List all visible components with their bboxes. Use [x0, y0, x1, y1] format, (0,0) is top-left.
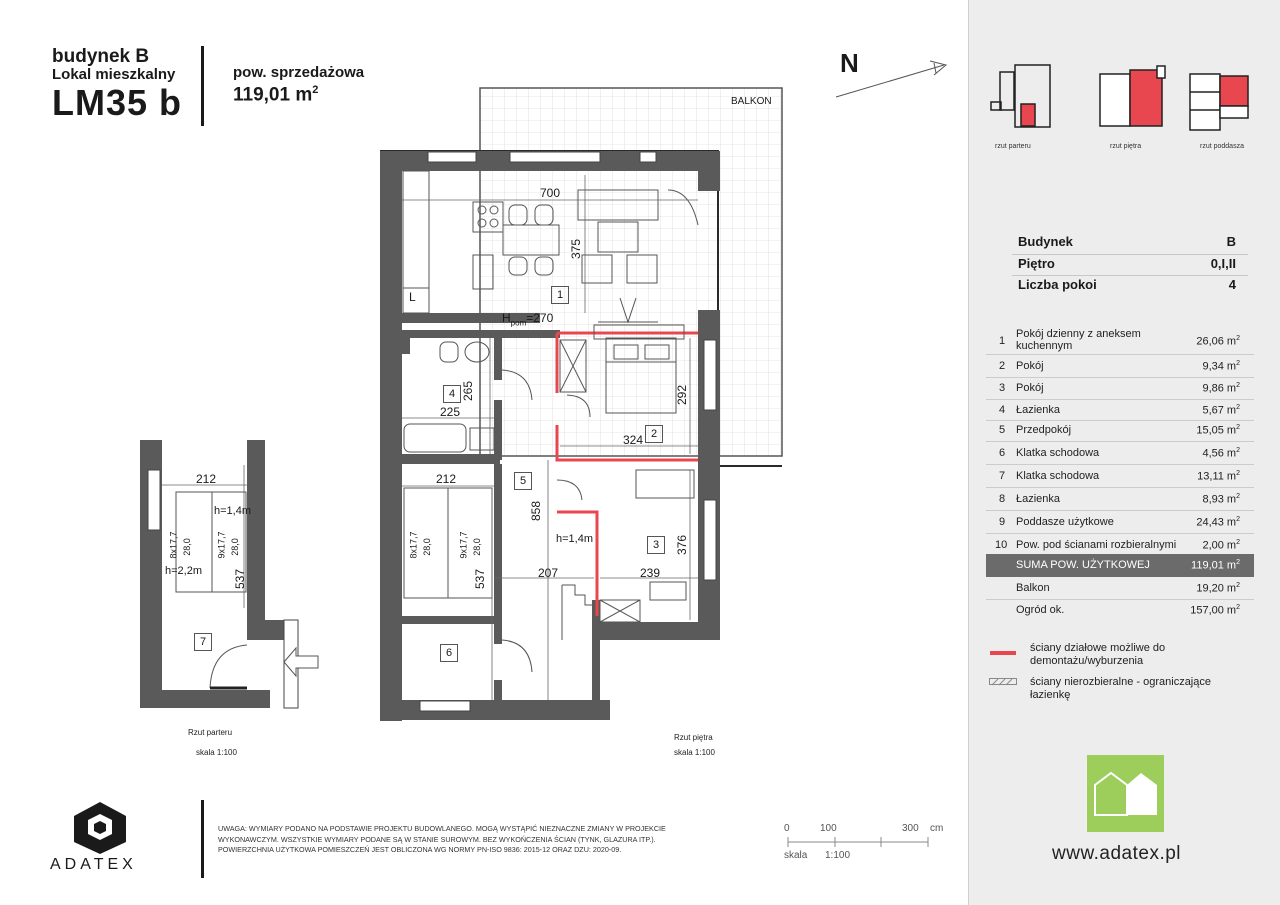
- room-row: 1 Pokój dzienny z aneksem kuchennym 26,06 $m^2$: [999, 328, 1240, 352]
- room-row: 6 Klatka schodowa 4,56 $m^2$: [999, 447, 1240, 460]
- logo-text: ADATEX: [50, 856, 137, 873]
- room-number-3: 3: [647, 536, 665, 554]
- step-label-a2: 28,0: [181, 538, 192, 556]
- north-label: N: [840, 48, 859, 78]
- dim-upper-stair-length: 537: [473, 568, 488, 590]
- dim-room3-width: 239: [640, 566, 661, 580]
- balcony-row: Balkon 19,20 $m^2$: [1016, 582, 1240, 595]
- scale-tick-300: 300: [902, 823, 919, 834]
- thumbnail-caption-ground: rzut parteru: [995, 143, 1031, 150]
- room-number-4: 4: [443, 385, 461, 403]
- divider: [1012, 275, 1248, 276]
- step-label-a: 8x17,7: [168, 531, 179, 559]
- dim-bath-height: 265: [461, 380, 476, 402]
- adatex-logo-icon: [70, 800, 130, 856]
- legend-demolish-text: ściany działowe możliwe do demontażu/wyburzenia: [1030, 642, 1166, 667]
- room-number-5: 5: [514, 472, 532, 490]
- thumbnail-ground: [991, 65, 1050, 127]
- thumbnail-caption-attic: rzut poddasza: [1200, 143, 1244, 150]
- room-row: 7 Klatka schodowa 13,11 $m^2$: [999, 470, 1240, 483]
- ceiling-height: $H_{pom}=270$: [502, 311, 554, 328]
- legend-bearing-walls-text: ściany nierozbieralne - ograniczające łazienkę: [1030, 676, 1211, 701]
- thumbnail-attic: [1190, 74, 1248, 130]
- dim-ground-stair-width: 212: [196, 472, 217, 486]
- room-row: 9 Poddasze użytkowe 24,43 $m^2$: [999, 516, 1240, 529]
- height-ground-1: h=1,4m: [214, 505, 251, 517]
- step-label-b2: 28,0: [229, 538, 240, 556]
- building-label: budynek B: [52, 46, 150, 67]
- dim-bath-width: 225: [440, 405, 461, 419]
- room-row: 8 Łazienka 8,93 $m^2$: [999, 493, 1240, 506]
- room-number-2: 2: [645, 425, 663, 443]
- balcony-label: BALKON: [731, 96, 772, 107]
- dim-upper-stair-width: 212: [436, 472, 457, 486]
- height-upper: h=1,4m: [556, 533, 593, 545]
- scale-unit: cm: [930, 823, 944, 834]
- dim-room1-height: 375: [569, 238, 584, 260]
- step-label-d: 9x17,7: [458, 531, 469, 559]
- disclaimer-notes: UWAGA: WYMIARY PODANO NA PODSTAWIE PROJEKTU BUDOWLANEGO. MOGĄ WYSTĄPIĆ NIEZNACZNE ZMIANY W PROJEKCIE WYKONAWCZYM. WSZYSTKIE WYMIARY PODANE SĄ W STANIE SUROWYM. BEZ WYKOŃCZENIA ŚCIAN (TYNK, GLAZURA ITP.). POWIERZCHNIA UŻYTKOWA POMIESZCZEŃ JEST OBLICZONA WG NORMY PN-ISO 9836: 2015-12 ORAZ DZU: 2020-09.: [218, 824, 666, 854]
- fridge-label: L: [409, 290, 416, 304]
- house-logo-icon: [1087, 755, 1164, 832]
- total-usable-area-row: SUMA POW. UŻYTKOWEJ 119,01 $m^2$: [986, 554, 1254, 577]
- room-number-1: 1: [551, 286, 569, 304]
- summary-rooms-count: Liczba pokoi 4: [1018, 277, 1236, 292]
- legend-red-swatch: [990, 651, 1016, 655]
- scale-tick-100: 100: [820, 823, 837, 834]
- unit-type-label: Lokal mieszkalny: [52, 66, 176, 83]
- caption-upper-scale: skala 1:100: [674, 748, 715, 757]
- unit-code: LM35 b: [52, 82, 183, 123]
- dim-room2-height: 292: [675, 384, 690, 406]
- summary-floor: Piętro 0,I,II: [1018, 256, 1236, 271]
- dim-hall-width: 207: [538, 566, 559, 580]
- area-label: pow. sprzedażowa: [233, 64, 365, 81]
- caption-upper: Rzut piętra: [674, 733, 713, 742]
- caption-ground: Rzut parteru: [188, 728, 233, 737]
- divider: [1012, 254, 1248, 255]
- room-row: 4 Łazienka 5,67 $m^2$: [999, 404, 1240, 417]
- thumbnail-upper: [1100, 66, 1165, 126]
- dim-hall-length: 858: [529, 500, 544, 522]
- balcony: [480, 88, 782, 456]
- room-number-7: 7: [194, 633, 212, 651]
- step-label-c2: 28,0: [421, 538, 432, 556]
- room-row: 10 Pow. pod ścianami rozbieralnymi 2,00 $m^2$: [995, 539, 1240, 552]
- website-link[interactable]: www.adatex.pl: [1052, 843, 1182, 864]
- scale-bar: [780, 836, 950, 848]
- dim-ground-stair-length: 537: [233, 568, 248, 590]
- scale-label: skala: [784, 850, 808, 861]
- thumbnail-caption-upper: rzut piętra: [1110, 143, 1142, 150]
- room-row: 2 Pokój 9,34 $m^2$: [999, 360, 1240, 373]
- caption-ground-scale: skala 1:100: [196, 748, 237, 757]
- area-value: 119,01 $m^2$: [233, 84, 319, 106]
- step-label-b: 9x17,7: [216, 531, 227, 559]
- step-label-c: 8x17,7: [408, 531, 419, 559]
- garden-row: Ogród ok. 157,00 $m^2$: [1016, 604, 1240, 617]
- height-ground-2: h=2,2m: [165, 565, 202, 577]
- room-row: 5 Przedpokój 15,05 $m^2$: [999, 424, 1240, 437]
- scale-tick-0: 0: [784, 823, 790, 834]
- dim-room2-width: 324: [623, 433, 644, 447]
- room-number-6: 6: [440, 644, 458, 662]
- summary-building: Budynek B: [1018, 234, 1236, 249]
- scale-ratio: 1:100: [825, 850, 851, 861]
- room-row: 3 Pokój 9,86 $m^2$: [999, 382, 1240, 395]
- dim-room3-height: 376: [675, 534, 690, 556]
- step-label-d2: 28,0: [471, 538, 482, 556]
- floor-thumbnails: [985, 62, 1255, 142]
- footer-divider: [201, 800, 204, 878]
- dim-top-width: 700: [540, 186, 561, 200]
- legend-hatch-swatch: [989, 678, 1017, 686]
